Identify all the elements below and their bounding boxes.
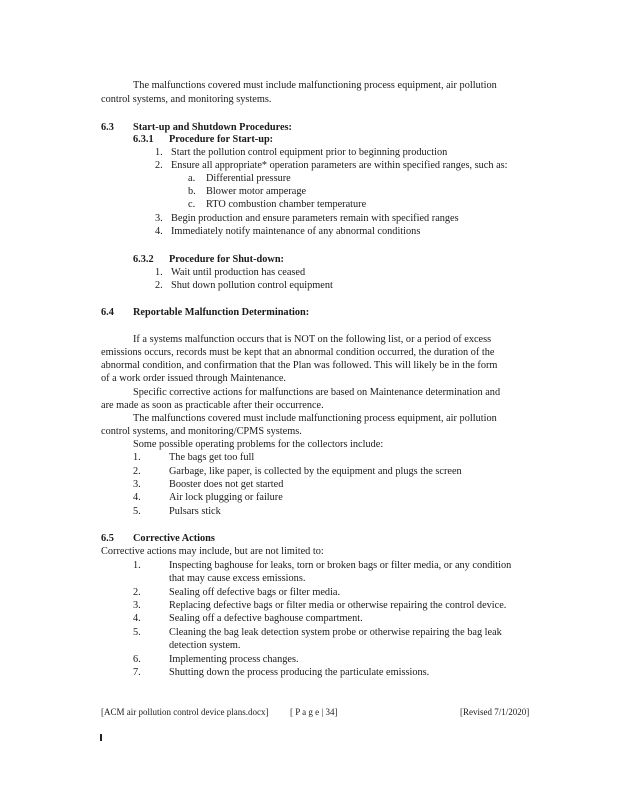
section-6-4-title: Reportable Malfunction Determination: [133,307,310,318]
startup-step-text: Immediately notify maintenance of any abnormal conditions [171,226,421,237]
section-6-5-number: 6.5 [101,533,114,544]
corrective-intro: Corrective actions may include, but are not limited to: [101,546,324,557]
action-number: 7. [133,667,141,678]
paragraph-line: If a systems malfunction occurs that is NOT on the following list, or a period of excess [133,334,492,345]
startup-step-number: 2. [155,160,163,171]
problem-number: 4. [133,492,141,503]
startup-substep-letter: c. [188,199,196,210]
startup-substep-letter: b. [188,186,196,197]
paragraph-line: emissions occurs, records must be kept that an abnormal condition occurred, the duration of the [101,347,495,358]
footer-filename: [ACM air pollution control device plans.docx] [101,707,269,717]
action-number: 4. [133,613,141,624]
action-text: Implementing process changes. [169,654,299,665]
startup-substep-text: Differential pressure [206,173,291,184]
footer-revised-date: [Revised 7/1/2020] [460,707,530,717]
action-text: Replacing defective bags or filter media or otherwise repairing the control device. [169,600,507,611]
section-6-3-2-title: Procedure for Shut-down: [169,254,284,265]
action-text: Cleaning the bag leak detection system probe or otherwise repairing the bag leak [169,627,502,638]
paragraph-line: control systems, and monitoring/CPMS systems. [101,426,302,437]
section-6-5-title: Corrective Actions [133,533,215,544]
action-text: Shutting down the process producing the particulate emissions. [169,667,430,678]
action-number: 5. [133,627,141,638]
startup-step-number: 4. [155,226,163,237]
paragraph-line: are made as soon as practicable after their occurrence. [101,400,324,411]
problem-text: Booster does not get started [169,479,284,490]
startup-substep-letter: a. [188,173,196,184]
action-number: 2. [133,587,141,598]
paragraph-line: The malfunctions covered must include malfunctioning process equipment, air pollution [133,413,497,424]
footer-page-number: [ P a g e | 34] [290,707,338,717]
paragraph-line: of a work order issued through Maintenance. [101,373,287,384]
shutdown-step-number: 1. [155,267,163,278]
intro-line-1: The malfunctions covered must include malfunctioning process equipment, air pollution [133,80,497,91]
action-text: detection system. [169,640,241,651]
section-6-3-number: 6.3 [101,122,114,133]
problems-intro: Some possible operating problems for the collectors include: [133,439,384,450]
action-text: Sealing off defective bags or filter media. [169,587,341,598]
intro-line-2: control systems, and monitoring systems. [101,94,272,105]
paragraph-line: abnormal condition, and confirmation that the Plan was followed. This will likely be in the form [101,360,498,371]
action-number: 6. [133,654,141,665]
problem-text: Pulsars stick [169,506,221,517]
startup-step-text: Begin production and ensure parameters remain with specified ranges [171,213,459,224]
action-number: 3. [133,600,141,611]
problem-number: 3. [133,479,141,490]
startup-step-text: Ensure all appropriate* operation parameters are within specified ranges, such as: [171,160,508,171]
shutdown-step-text: Wait until production has ceased [171,267,306,278]
paragraph-line: Specific corrective actions for malfunctions are based on Maintenance determination and [133,387,501,398]
section-6-4-number: 6.4 [101,307,114,318]
problem-number: 1. [133,452,141,463]
action-text: Inspecting baghouse for leaks, torn or broken bags or filter media, or any condition [169,560,512,571]
action-text: Sealing off a defective baghouse compartment. [169,613,363,624]
margin-mark [100,734,102,741]
problem-text: Garbage, like paper, is collected by the equipment and plugs the screen [169,466,462,477]
startup-step-number: 1. [155,147,163,158]
action-text: that may cause excess emissions. [169,573,306,584]
problem-number: 2. [133,466,141,477]
startup-step-number: 3. [155,213,163,224]
section-6-3-1-number: 6.3.1 [133,134,154,145]
problem-number: 5. [133,506,141,517]
shutdown-step-number: 2. [155,280,163,291]
startup-substep-text: RTO combustion chamber temperature [206,199,367,210]
startup-step-text: Start the pollution control equipment prior to beginning production [171,147,448,158]
problem-text: Air lock plugging or failure [169,492,283,503]
problem-text: The bags get too full [169,452,255,463]
startup-substep-text: Blower motor amperage [206,186,307,197]
section-6-3-title: Start-up and Shutdown Procedures: [133,122,292,133]
shutdown-step-text: Shut down pollution control equipment [171,280,333,291]
section-6-3-2-number: 6.3.2 [133,254,154,265]
section-6-3-1-title: Procedure for Start-up: [169,134,274,145]
action-number: 1. [133,560,141,571]
